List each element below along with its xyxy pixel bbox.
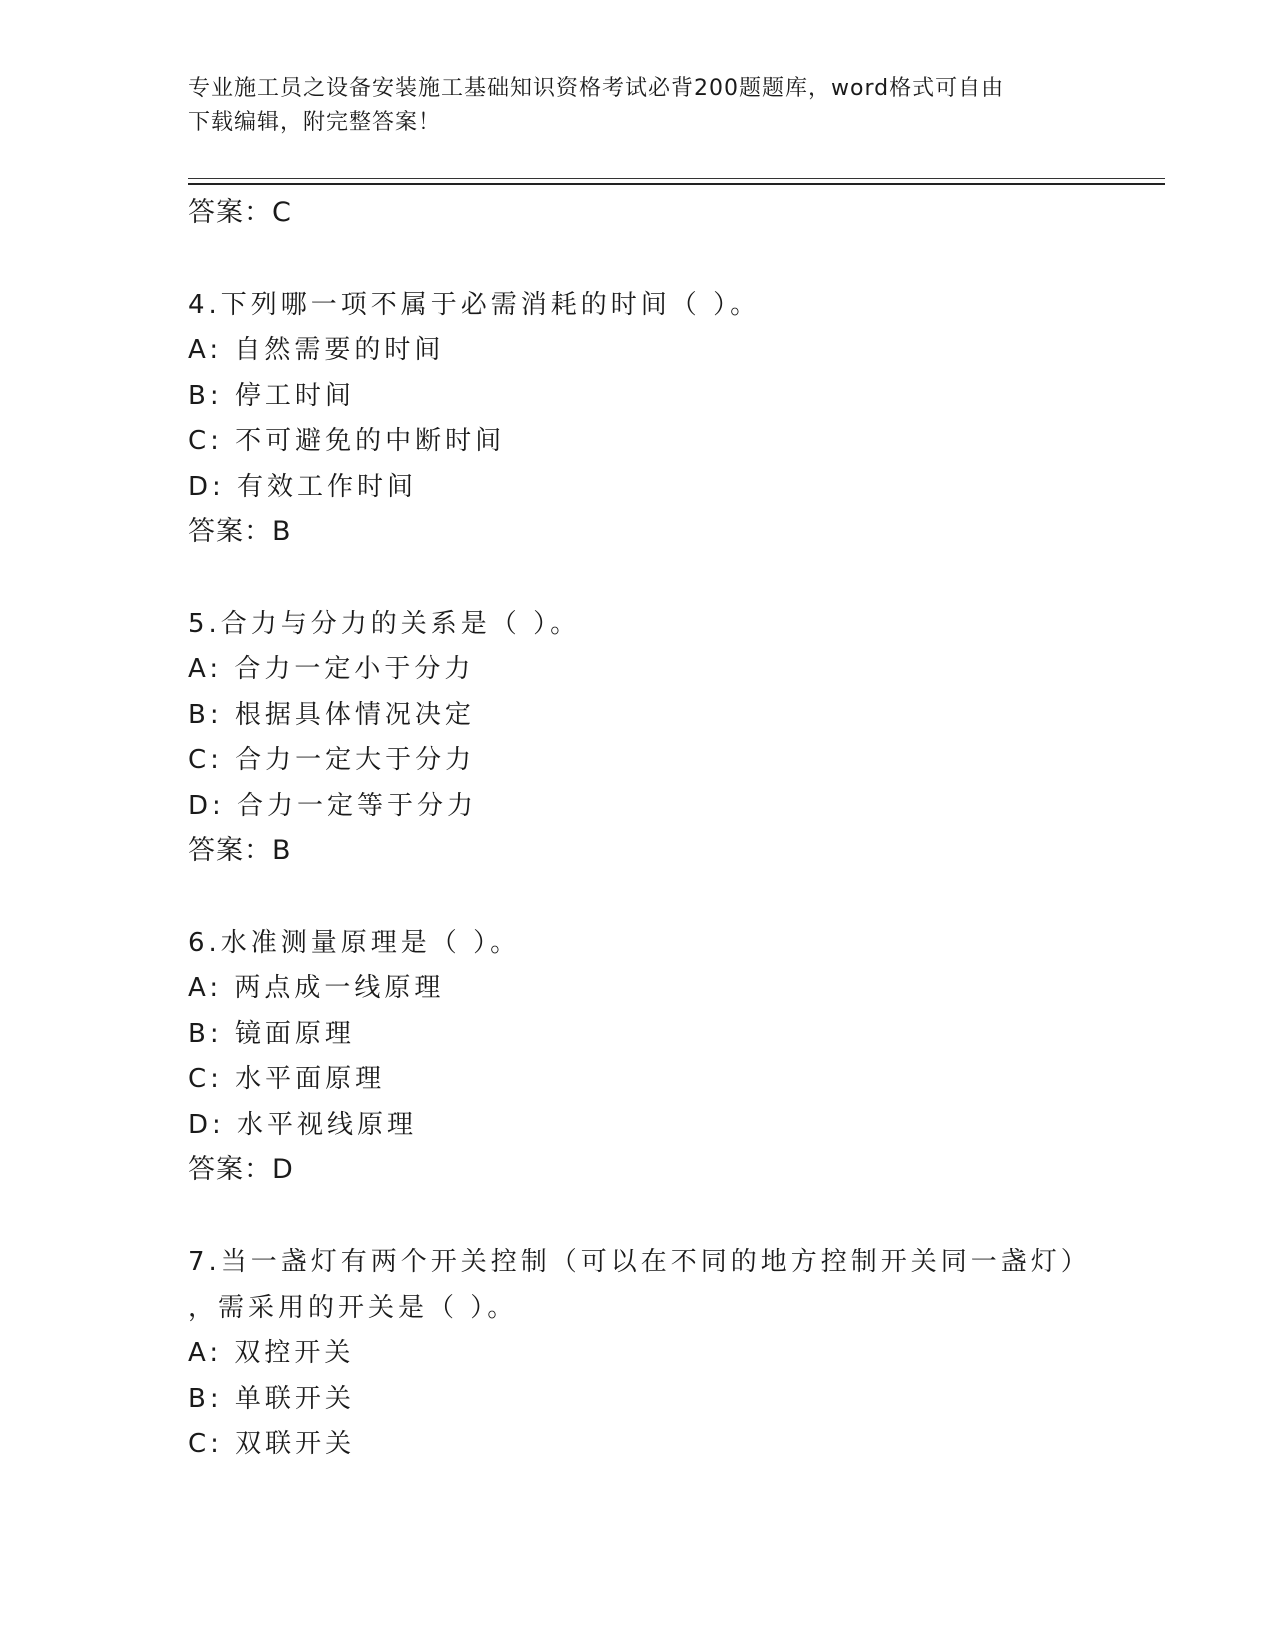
question-list: [188, 191, 1091, 1468]
question-text-line-2: ，需采用的开关是（ ）。: [188, 1293, 518, 1323]
answer: 答案：B: [188, 835, 292, 866]
option-a: A: 双控开关: [188, 1338, 355, 1368]
option-a: A: 自然需要的时间: [188, 335, 445, 365]
option-c: C: 双联开关: [188, 1429, 356, 1459]
question-block-5: [188, 601, 1088, 873]
option-c: C: 水平面原理: [188, 1064, 386, 1094]
page-header: [188, 72, 1088, 140]
option-b: B: 根据具体情况决定: [188, 699, 475, 730]
answer: 答案：D: [188, 1154, 294, 1185]
header-line-2: 下载编辑，附完整答案！: [188, 110, 442, 135]
option-b: B: 单联开关: [188, 1383, 355, 1414]
option-a: A: 两点成一线原理: [188, 973, 445, 1003]
option-a: A: 合力一定小于分力: [188, 654, 475, 684]
header-line-1: 专业施工员之设备安装施工基础知识资格考试必背200题题库，word格式可自由: [188, 76, 1005, 101]
question-text: 4.下列哪一项不属于必需消耗的时间（ ）。: [188, 290, 761, 320]
option-d: D: 合力一定等于分力: [188, 790, 478, 821]
option-d: D: 水平视线原理: [188, 1109, 418, 1140]
question-text: 6.水准测量原理是（ ）。: [188, 928, 521, 958]
question-block-6: [188, 920, 1088, 1192]
header-rule-thin: [188, 178, 1165, 179]
option-c: C: 合力一定大于分力: [188, 745, 476, 775]
option-b: B: 停工时间: [188, 380, 355, 411]
option-c: C: 不可避免的中断时间: [188, 426, 506, 456]
option-b: B: 镜面原理: [188, 1018, 355, 1049]
question-text-line-1: 7.当一盏灯有两个开关控制（可以在不同的地方控制开关同一盏灯）: [188, 1247, 1091, 1277]
question-text: 5.合力与分力的关系是（ ）。: [188, 609, 581, 639]
answer: 答案：B: [188, 516, 292, 547]
question-block-7: [188, 1239, 1091, 1468]
answer-q3: 答案：C: [188, 197, 292, 228]
question-block-4: [188, 282, 1088, 554]
header-rule-thick: [188, 183, 1165, 185]
option-d: D: 有效工作时间: [188, 471, 418, 502]
